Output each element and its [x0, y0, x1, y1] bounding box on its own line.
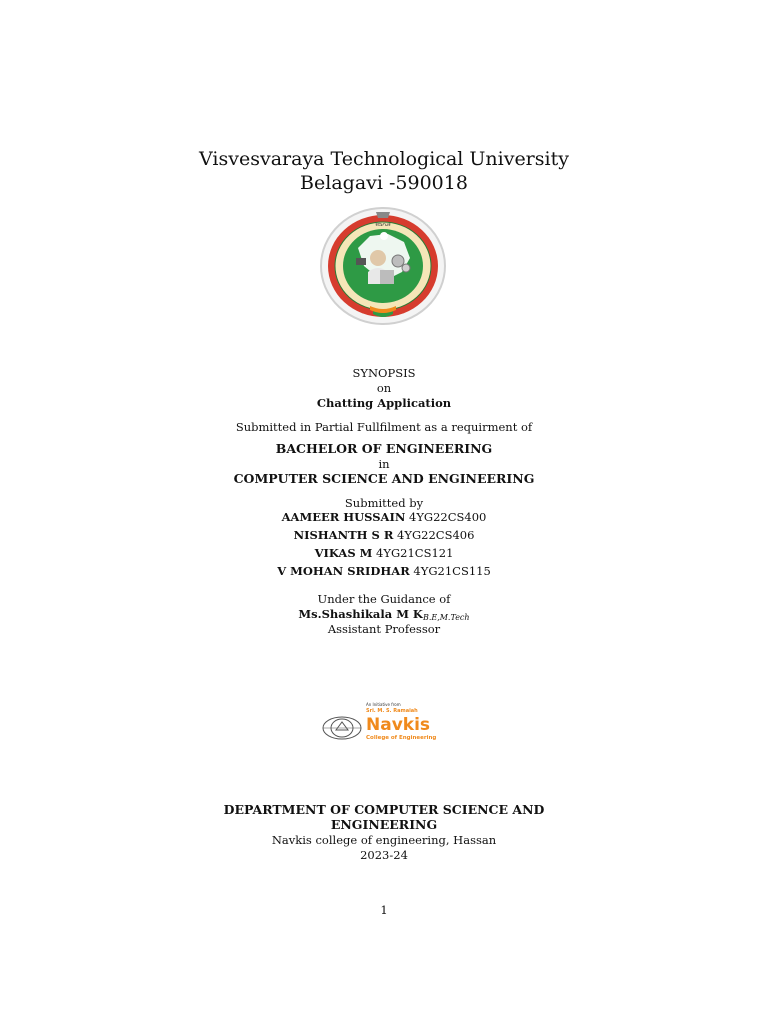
- student-row: [0, 528, 768, 543]
- submission-statement: Submitted in Partial Fullfilment as a requirment of: [235, 420, 533, 434]
- degree-name: BACHELOR OF ENGINEERING: [275, 441, 493, 456]
- guide-qualification: B.E,M.Tech: [422, 613, 470, 622]
- navkis-founder: Sri. M. S. Ramaiah: [366, 708, 418, 714]
- svg-text:ಕರ್ನಾಟಕ: ಕರ್ನಾಟಕ: [375, 222, 391, 228]
- branch-name: COMPUTER SCIENCE AND ENGINEERING: [233, 471, 535, 486]
- navkis-name: Navkis: [366, 715, 431, 735]
- student-usn: 4YG22CS400: [409, 510, 487, 524]
- vtu-seal-logo: [318, 206, 448, 330]
- guide-designation: Assistant Professor: [327, 622, 441, 636]
- navkis-initiative: An Initiative from: [366, 702, 401, 707]
- guidance-label: Under the Guidance of: [317, 592, 451, 606]
- department-line-2: ENGINEERING: [330, 817, 438, 832]
- degree-in: in: [378, 457, 390, 471]
- navkis-college-name: College of Engineering: [366, 735, 437, 741]
- synopsis-label: SYNOPSIS: [352, 366, 416, 380]
- academic-year: 2023-24: [360, 848, 408, 862]
- student-row: [0, 510, 768, 525]
- student-usn: 4YG22CS406: [397, 528, 475, 542]
- project-title: Chatting Application: [316, 396, 452, 410]
- department-line-1: DEPARTMENT OF COMPUTER SCIENCE AND: [223, 802, 545, 817]
- college-location: Navkis college of engineering, Hassan: [271, 833, 497, 847]
- synopsis-on: on: [376, 381, 392, 395]
- university-location: Belagavi -590018: [300, 172, 468, 194]
- student-name: NISHANTH S R: [293, 528, 394, 542]
- university-name: Visvesvaraya Technological University: [199, 148, 569, 170]
- student-usn: 4YG21CS121: [376, 546, 454, 560]
- navkis-college-logo: [322, 700, 446, 744]
- student-row: [0, 564, 768, 579]
- page-number: 1: [380, 903, 388, 917]
- student-usn: 4YG21CS115: [413, 564, 491, 578]
- student-row: [0, 546, 768, 561]
- student-name: AAMEER HUSSAIN: [281, 510, 406, 524]
- student-name: V MOHAN SRIDHAR: [277, 564, 410, 578]
- guide-name: Ms.Shashikala M K: [298, 607, 423, 621]
- submitted-by-label: Submitted by: [344, 496, 424, 510]
- student-name: VIKAS M: [314, 546, 373, 560]
